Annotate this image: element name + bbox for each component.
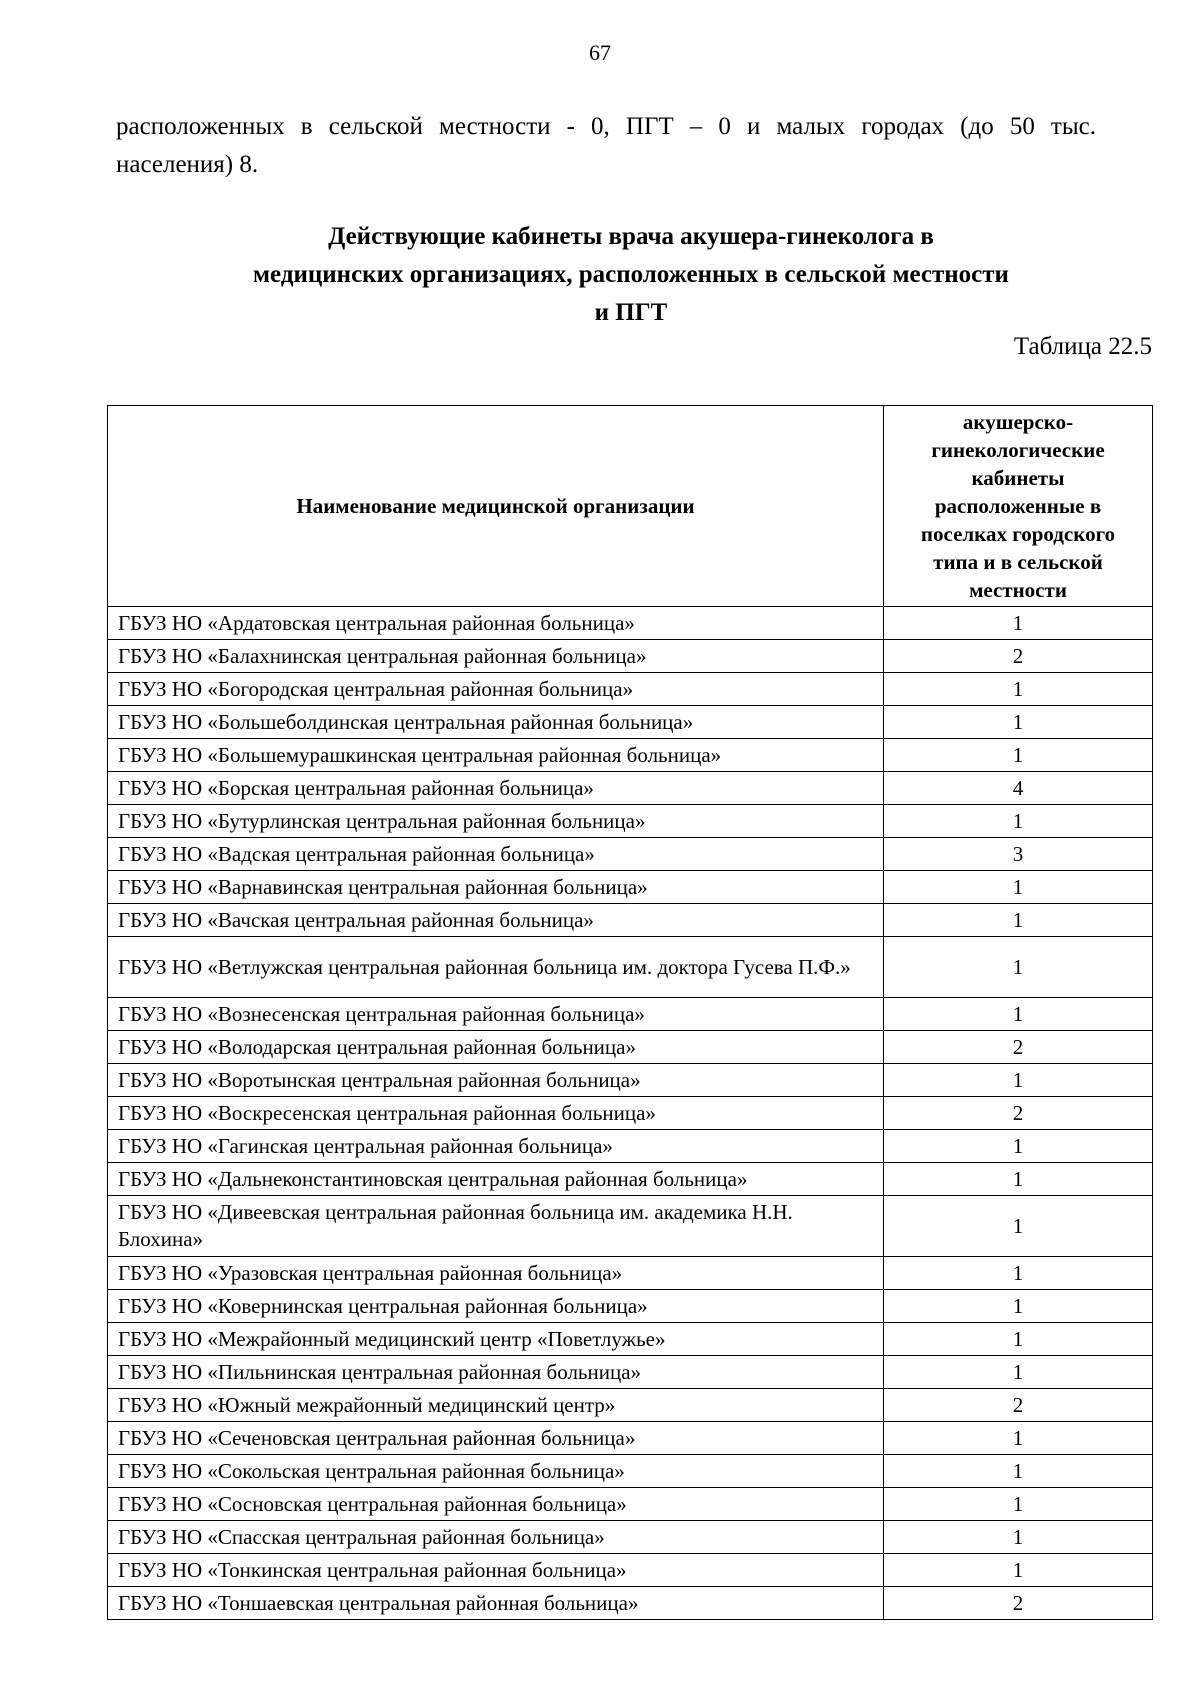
organization-name-cell: ГБУЗ НО «Сеченовская центральная районная больница» [108,1422,884,1455]
table-row [108,607,1153,640]
cabinet-count-cell: 1 [884,1422,1153,1455]
table-row [108,640,1153,673]
organization-name-cell: ГБУЗ НО «Богородская центральная районная больница» [108,673,884,706]
organization-name-cell: ГБУЗ НО «Бутурлинская центральная районная больница» [108,805,884,838]
cabinet-count-cell: 2 [884,1097,1153,1130]
table-row [108,1130,1153,1163]
organizations-table [107,405,1153,1620]
table-row [108,998,1153,1031]
organization-name-cell: ГБУЗ НО «Большеболдинская центральная районная больница» [108,706,884,739]
title-line-2: медицинских организациях, расположенных в сельской местности [253,261,1009,288]
header-organization-name: Наименование медицинской организации [108,406,884,607]
cabinet-count-cell: 1 [884,937,1153,998]
organization-name-cell: ГБУЗ НО «Большемурашкинская центральная районная больница» [108,739,884,772]
table-label: Таблица 22.5 [1013,333,1152,360]
page-number: 67 [589,40,611,65]
table-row [108,1163,1153,1196]
table-row [108,838,1153,871]
organization-name-cell: ГБУЗ НО «Сосновская центральная районная больница» [108,1488,884,1521]
cabinet-count-cell: 1 [884,1455,1153,1488]
organization-name-cell: ГБУЗ НО «Гагинская центральная районная больница» [108,1130,884,1163]
table-row [108,937,1153,998]
table-row [108,739,1153,772]
table-row [108,904,1153,937]
cabinet-count-cell: 2 [884,1389,1153,1422]
table-row [108,1290,1153,1323]
organization-name-cell: ГБУЗ НО «Ветлужская центральная районная больница им. доктора Гусева П.Ф.» [108,937,884,998]
intro-line-1: расположенных в сельской местности - 0, ПГТ – 0 и малых городах (до 50 тыс. [116,113,1096,140]
organization-name-cell: ГБУЗ НО «Дальнеконстантиновская центральная районная больница» [108,1163,884,1196]
organization-name-cell: ГБУЗ НО «Воротынская центральная районная больница» [108,1064,884,1097]
table-header-row [108,406,1153,607]
title-line-3: и ПГТ [594,299,668,326]
cabinet-count-cell: 1 [884,904,1153,937]
cabinet-count-cell: 1 [884,739,1153,772]
table-row [108,1422,1153,1455]
organization-name-cell: ГБУЗ НО «Сокольская центральная районная больница» [108,1455,884,1488]
table-row [108,1587,1153,1620]
cabinet-count-cell: 2 [884,640,1153,673]
organization-name-cell: ГБУЗ НО «Уразовская центральная районная больница» [108,1257,884,1290]
table-row [108,1031,1153,1064]
table-row [108,1097,1153,1130]
cabinet-count-cell: 1 [884,998,1153,1031]
cabinet-count-cell: 1 [884,1488,1153,1521]
cabinet-count-cell: 1 [884,673,1153,706]
cabinet-count-cell: 1 [884,607,1153,640]
header-cabinet-count: акушерско-гинекологические кабинеты расположенные в поселках городского типа и в сельской местности [884,406,1153,607]
table-row [108,1257,1153,1290]
organization-name-cell: ГБУЗ НО «Тонкинская центральная районная больница» [108,1554,884,1587]
table-body [108,607,1153,1620]
section-title [116,218,1146,332]
table-row [108,1064,1153,1097]
table-row [108,706,1153,739]
cabinet-count-cell: 1 [884,1521,1153,1554]
organization-name-cell: ГБУЗ НО «Южный межрайонный медицинский центр» [108,1389,884,1422]
cabinet-count-cell: 1 [884,706,1153,739]
table-row [108,805,1153,838]
organization-name-cell: ГБУЗ НО «Тоншаевская центральная районная больница» [108,1587,884,1620]
organization-name-cell: ГБУЗ НО «Спасская центральная районная больница» [108,1521,884,1554]
cabinet-count-cell: 1 [884,1130,1153,1163]
intro-paragraph [116,108,1096,184]
cabinet-count-cell: 1 [884,1290,1153,1323]
cabinet-count-cell: 1 [884,1257,1153,1290]
cabinet-count-cell: 1 [884,871,1153,904]
table-row [108,1389,1153,1422]
organization-name-cell: ГБУЗ НО «Балахнинская центральная районная больница» [108,640,884,673]
organization-name-cell: ГБУЗ НО «Вадская центральная районная больница» [108,838,884,871]
organization-name-cell: ГБУЗ НО «Ковернинская центральная районная больница» [108,1290,884,1323]
cabinet-count-cell: 2 [884,1587,1153,1620]
cabinet-count-cell: 1 [884,805,1153,838]
organization-name-cell: ГБУЗ НО «Воскресенская центральная районная больница» [108,1097,884,1130]
cabinet-count-cell: 2 [884,1031,1153,1064]
table-row [108,1196,1153,1257]
table-row [108,1455,1153,1488]
organization-name-cell: ГБУЗ НО «Дивеевская центральная районная больница им. академика Н.Н. Блохина» [108,1196,884,1257]
cabinet-count-cell: 4 [884,772,1153,805]
cabinet-count-cell: 1 [884,1163,1153,1196]
cabinet-count-cell: 1 [884,1554,1153,1587]
organization-name-cell: ГБУЗ НО «Межрайонный медицинский центр «Поветлужье» [108,1323,884,1356]
organization-name-cell: ГБУЗ НО «Вознесенская центральная районная больница» [108,998,884,1031]
table-row [108,1323,1153,1356]
organization-name-cell: ГБУЗ НО «Ардатовская центральная районная больница» [108,607,884,640]
organization-name-cell: ГБУЗ НО «Варнавинская центральная районная больница» [108,871,884,904]
cabinet-count-cell: 1 [884,1323,1153,1356]
title-line-1: Действующие кабинеты врача акушера-гинеколога в [328,223,934,250]
table-row [108,871,1153,904]
organization-name-cell: ГБУЗ НО «Борская центральная районная больница» [108,772,884,805]
table-row [108,1356,1153,1389]
intro-line-2: населения) 8. [116,151,259,178]
table-row [108,673,1153,706]
organization-name-cell: ГБУЗ НО «Пильнинская центральная районная больница» [108,1356,884,1389]
cabinet-count-cell: 1 [884,1064,1153,1097]
organization-name-cell: ГБУЗ НО «Вачская центральная районная больница» [108,904,884,937]
table-row [108,1554,1153,1587]
table-row [108,772,1153,805]
table-row [108,1521,1153,1554]
cabinet-count-cell: 1 [884,1356,1153,1389]
organization-name-cell: ГБУЗ НО «Володарская центральная районная больница» [108,1031,884,1064]
cabinet-count-cell: 3 [884,838,1153,871]
table-row [108,1488,1153,1521]
cabinet-count-cell: 1 [884,1196,1153,1257]
